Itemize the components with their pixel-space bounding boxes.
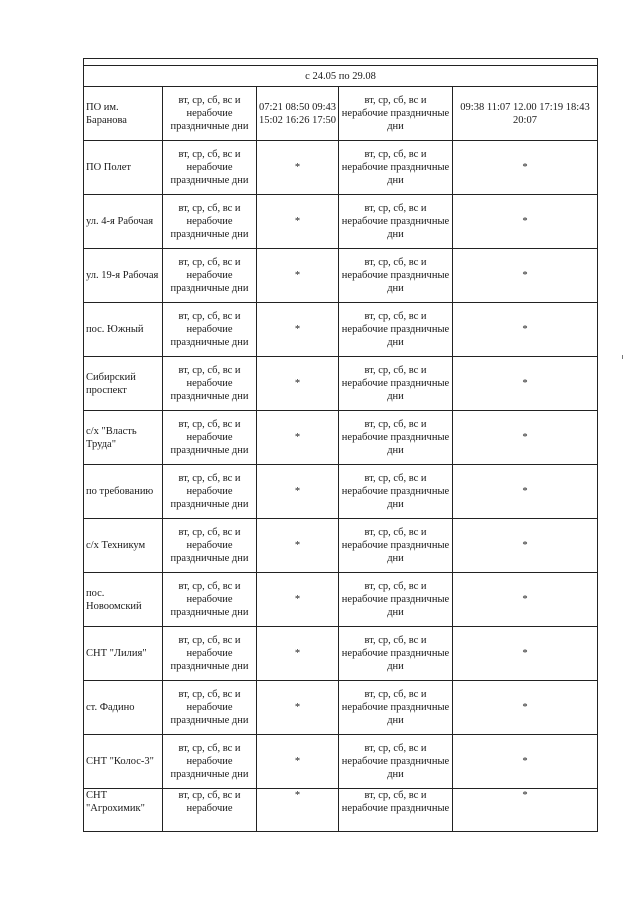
stop-name-cell: СНТ "Агрохимик" <box>84 789 163 832</box>
days-cell-1: вт, ср, сб, вс и нерабочие праздничные дни <box>163 303 257 357</box>
days-cell-1: вт, ср, сб, вс и нерабочие <box>163 789 257 832</box>
days-cell-1: вт, ср, сб, вс и нерабочие праздничные дни <box>163 357 257 411</box>
days-cell-2: вт, ср, сб, вс и нерабочие праздничные дни <box>339 411 453 465</box>
days-cell-2: вт, ср, сб, вс и нерабочие праздничные дни <box>339 573 453 627</box>
table-row <box>84 87 598 141</box>
times-cell-2: 09:38 11:07 12.00 17:19 18:43 20:07 <box>453 87 598 141</box>
days-cell-2: вт, ср, сб, вс и нерабочие праздничные дни <box>339 681 453 735</box>
times-cell-1: * <box>257 519 339 573</box>
times-cell-1: * <box>257 249 339 303</box>
days-cell-1: вт, ср, сб, вс и нерабочие праздничные дни <box>163 465 257 519</box>
days-cell-2: вт, ср, сб, вс и нерабочие праздничные дни <box>339 87 453 141</box>
times-cell-1: * <box>257 303 339 357</box>
days-cell-2: вт, ср, сб, вс и нерабочие праздничные дни <box>339 519 453 573</box>
days-cell-1: вт, ср, сб, вс и нерабочие праздничные дни <box>163 411 257 465</box>
times-cell-1: * <box>257 789 339 832</box>
days-cell-1: вт, ср, сб, вс и нерабочие праздничные дни <box>163 249 257 303</box>
stop-name-cell: ПО Полет <box>84 141 163 195</box>
days-cell-2: вт, ср, сб, вс и нерабочие праздничные дни <box>339 357 453 411</box>
days-cell-1: вт, ср, сб, вс и нерабочие праздничные дни <box>163 681 257 735</box>
times-cell-1: * <box>257 465 339 519</box>
days-cell-1: вт, ср, сб, вс и нерабочие праздничные дни <box>163 627 257 681</box>
stop-name-cell: по требованию <box>84 465 163 519</box>
times-cell-2: * <box>453 573 598 627</box>
times-cell-2: * <box>453 195 598 249</box>
times-cell-1: * <box>257 573 339 627</box>
stop-name-cell: ПО им. Баранова <box>84 87 163 141</box>
days-cell-1: вт, ср, сб, вс и нерабочие праздничные дни <box>163 195 257 249</box>
table-row <box>84 465 598 519</box>
times-cell-2: * <box>453 411 598 465</box>
days-cell-1: вт, ср, сб, вс и нерабочие праздничные дни <box>163 87 257 141</box>
times-cell-2: * <box>453 519 598 573</box>
stop-name-cell: ст. Фадино <box>84 681 163 735</box>
times-cell-1: * <box>257 411 339 465</box>
stop-name-cell: с/х Техникум <box>84 519 163 573</box>
table-row <box>84 195 598 249</box>
times-cell-1: * <box>257 141 339 195</box>
days-cell-2: вт, ср, сб, вс и нерабочие праздничные дни <box>339 735 453 789</box>
times-cell-1: * <box>257 681 339 735</box>
table-row <box>84 249 598 303</box>
times-cell-2: * <box>453 735 598 789</box>
days-cell-1: вт, ср, сб, вс и нерабочие праздничные дни <box>163 573 257 627</box>
scan-mark <box>622 355 623 359</box>
stop-name-cell: СНТ "Лилия" <box>84 627 163 681</box>
table-row <box>84 627 598 681</box>
times-cell-2: * <box>453 789 598 832</box>
table-row <box>84 573 598 627</box>
times-cell-1: * <box>257 735 339 789</box>
days-cell-2: вт, ср, сб, вс и нерабочие праздничные дни <box>339 627 453 681</box>
stop-name-cell: с/х "Власть Труда" <box>84 411 163 465</box>
stop-name-cell: СНТ "Колос-3" <box>84 735 163 789</box>
days-cell-1: вт, ср, сб, вс и нерабочие праздничные дни <box>163 141 257 195</box>
days-cell-2: вт, ср, сб, вс и нерабочие праздничные дни <box>339 195 453 249</box>
times-cell-1: * <box>257 195 339 249</box>
stop-name-cell: пос. Южный <box>84 303 163 357</box>
table-row <box>84 735 598 789</box>
table-top-row <box>84 59 598 66</box>
days-cell-1: вт, ср, сб, вс и нерабочие праздничные дни <box>163 735 257 789</box>
days-cell-2: вт, ср, сб, вс и нерабочие праздничные дни <box>339 249 453 303</box>
days-cell-1: вт, ср, сб, вс и нерабочие праздничные дни <box>163 519 257 573</box>
table-row <box>84 789 598 832</box>
table-row <box>84 141 598 195</box>
days-cell-2: вт, ср, сб, вс и нерабочие праздничные дни <box>339 141 453 195</box>
times-cell-2: * <box>453 627 598 681</box>
stop-name-cell: пос. Новоомский <box>84 573 163 627</box>
times-cell-1: * <box>257 357 339 411</box>
stop-name-cell: ул. 19-я Рабочая <box>84 249 163 303</box>
table-row <box>84 519 598 573</box>
days-cell-2: вт, ср, сб, вс и нерабочие праздничные <box>339 789 453 832</box>
table-row <box>84 411 598 465</box>
stop-name-cell: ул. 4-я Рабочая <box>84 195 163 249</box>
period-header: с 24.05 по 29.08 <box>84 66 598 87</box>
table-row <box>84 357 598 411</box>
times-cell-1: 07:21 08:50 09:43 15:02 16:26 17:50 <box>257 87 339 141</box>
stop-name-cell: Сибирский проспект <box>84 357 163 411</box>
schedule-table <box>83 58 598 832</box>
period-row <box>84 66 598 87</box>
table-row <box>84 303 598 357</box>
table-row <box>84 681 598 735</box>
times-cell-2: * <box>453 681 598 735</box>
times-cell-2: * <box>453 303 598 357</box>
times-cell-2: * <box>453 465 598 519</box>
days-cell-2: вт, ср, сб, вс и нерабочие праздничные дни <box>339 303 453 357</box>
blank-cell <box>84 59 598 66</box>
times-cell-2: * <box>453 357 598 411</box>
times-cell-2: * <box>453 249 598 303</box>
times-cell-1: * <box>257 627 339 681</box>
times-cell-2: * <box>453 141 598 195</box>
days-cell-2: вт, ср, сб, вс и нерабочие праздничные дни <box>339 465 453 519</box>
